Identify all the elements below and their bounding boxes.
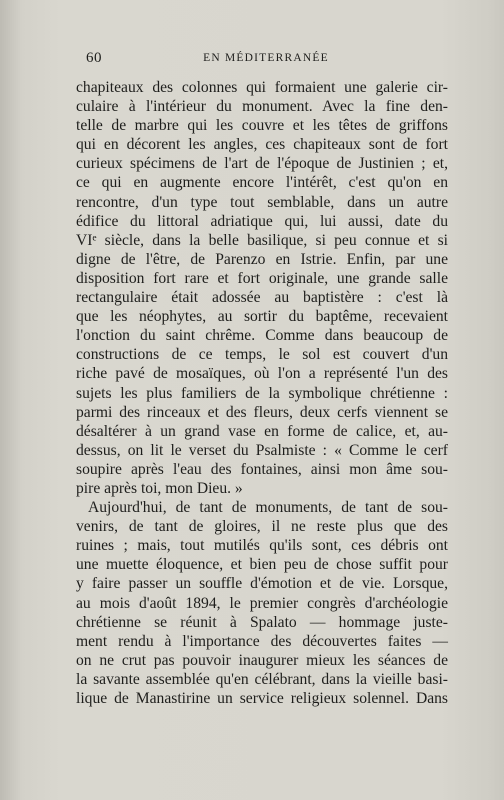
text-line: VIᵉ siècle, dans la belle basilique, si peu connue et si [76, 231, 448, 249]
body-text [76, 78, 448, 708]
text-line: ruines ; mais, tout mutilés qu'ils sont, ces débris ont [76, 537, 448, 555]
text-line: rectangulaire était adossée au baptistère : c'est là [76, 289, 448, 307]
text-line: curieux spécimens de l'art de l'époque de Justinien ; et, [76, 155, 448, 173]
text-line: ment rendu à l'importance des découvertes faites — [76, 632, 448, 650]
text-line: l'onction du saint chrême. Comme dans beaucoup de [76, 327, 448, 345]
text-line: une muette éloquence, et bien peu de chose suffit pour [76, 556, 448, 574]
text-line: soupire après l'eau des fontaines, ainsi mon âme sou- [76, 460, 448, 478]
text-line: chapiteaux des colonnes qui formaient une galerie cir- [76, 79, 448, 96]
text-line: digne de l'être, de Parenzo en Istrie. Enfin, par une [76, 250, 448, 268]
text-line: telle de marbre qui les couvre et les têtes de griffons [76, 117, 448, 135]
paragraph-last-line: pire après toi, mon Dieu. » [76, 479, 243, 497]
text-line: culaire à l'intérieur du monument. Avec la fine den- [76, 98, 448, 116]
paragraph-first-line: Aujourd'hui, de tant de monuments, de tant de sou- [88, 499, 448, 517]
text-line: que les néophytes, au sortir du baptême, recevaient [76, 308, 448, 326]
text-line: sujets les plus familiers de la symbolique chrétienne : [76, 384, 448, 402]
text-line: on ne crut pas pouvoir inaugurer mieux les séances de [76, 651, 448, 669]
text-line: édifice du littoral adriatique qui, lui aussi, date du [76, 212, 448, 230]
page-header [86, 50, 446, 72]
text-line: ce qui en augmente encore l'intérêt, c'est qu'on en [76, 174, 448, 192]
text-line: rencontre, d'un type tout semblable, dans un autre [76, 193, 448, 211]
text-line: riche pavé de mosaïques, où l'on a représenté l'un des [76, 365, 448, 383]
text-line: la savante assemblée qu'en célébrant, dans la vieille basi- [76, 670, 448, 688]
text-line: y faire passer un souffle d'émotion et de vie. Lorsque, [76, 575, 448, 593]
text-line: dessus, on lit le verset du Psalmiste : « Comme le cerf [76, 441, 448, 459]
text-line: au mois d'août 1894, le premier congrès d'archéologie [76, 594, 448, 612]
text-line: lique de Manastirine un service religieux solennel. Dans [76, 690, 448, 707]
text-line: chrétienne se réunit à Spalato — hommage juste- [76, 613, 448, 631]
text-line: venirs, de tant de gloires, il ne reste plus que des [76, 518, 448, 536]
text-line: constructions de ce temps, le sol est couvert d'un [76, 346, 448, 364]
text-line: parmi des rinceaux et des fleurs, deux cerfs viennent se [76, 403, 448, 421]
page-number: 60 [86, 50, 102, 66]
running-head: EN MÉDITERRANÉE [203, 52, 329, 64]
text-line: désaltérer à un grand vase en forme de calice, et, au- [76, 422, 448, 440]
text-line: disposition fort rare et fort originale, une grande salle [76, 269, 448, 287]
text-line: qui en décorent les angles, ces chapiteaux sont de fort [76, 136, 448, 154]
